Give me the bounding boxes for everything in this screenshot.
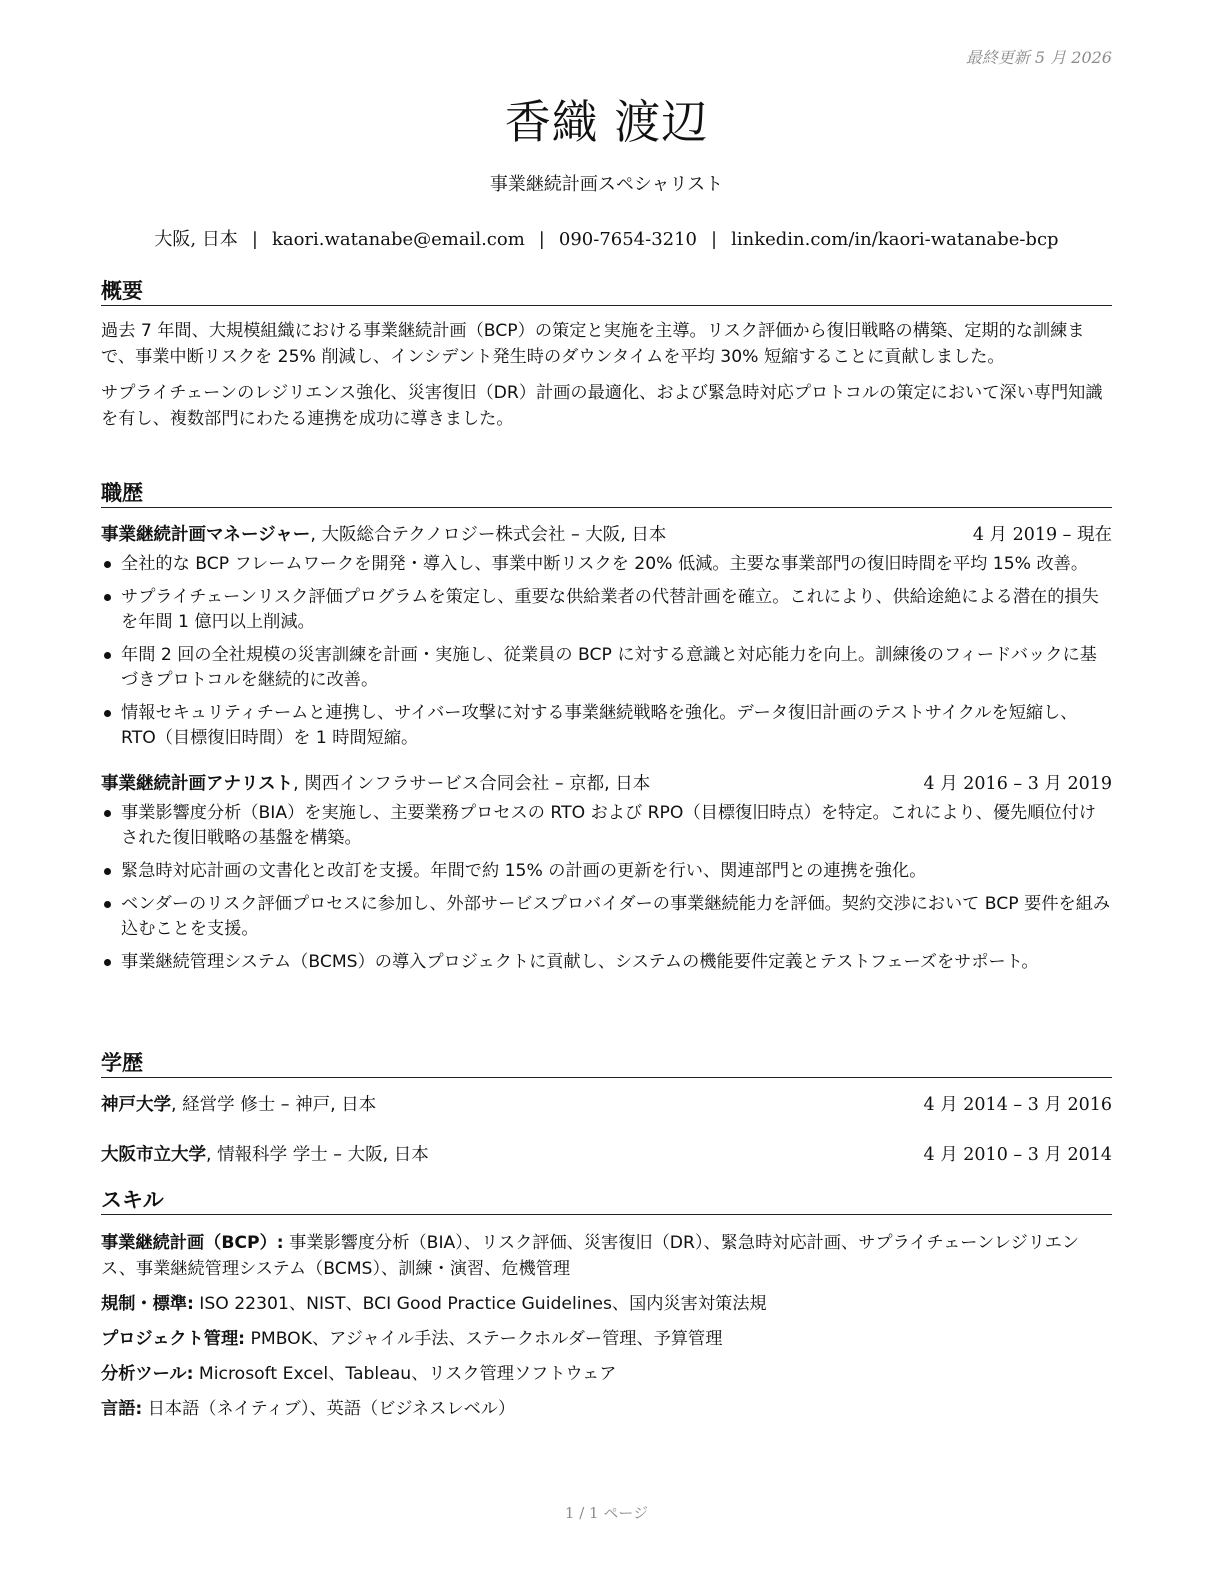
skill-value: PMBOK、アジャイル手法、ステークホルダー管理、予算管理 (245, 1329, 723, 1349)
education-detail: , 経営学 修士 – 神戸, 日本 (171, 1095, 377, 1115)
contact-linkedin[interactable]: linkedin.com/in/kaori-watanabe-bcp (731, 229, 1059, 250)
contact-line (101, 225, 1112, 251)
skill-label: 規制・標準: (101, 1294, 194, 1314)
job-bullets (101, 552, 1112, 751)
education-detail: , 情報科学 学士 – 大阪, 日本 (206, 1145, 429, 1165)
bullet-item: サプライチェーンリスク評価プログラムを策定し、重要な供給業者の代替計画を確立。これにより、供給途絶による潜在的損失を年間 1 億円以上削減。 (101, 585, 1112, 635)
resume-page (101, 0, 1112, 1584)
skills-section (101, 1187, 1112, 1422)
education-dates: 4 月 2014 – 3 月 2016 (923, 1095, 1112, 1115)
skill-row (101, 1396, 1112, 1422)
contact-separator: | (538, 229, 545, 250)
section-heading: スキル (101, 1187, 1112, 1215)
section-heading: 学歴 (101, 1050, 1112, 1078)
education-school-detail (101, 1092, 376, 1118)
job-org: , 大阪総合テクノロジー株式会社 – 大阪, 日本 (310, 525, 667, 545)
job-title: 事業継続計画スペシャリスト (489, 174, 724, 195)
skill-label: プロジェクト管理: (101, 1329, 246, 1349)
skill-label: 分析ツール: (101, 1364, 194, 1384)
bullet-item: 事業継続管理システム（BCMS）の導入プロジェクトに貢献し、システムの機能要件定義とテストフェーズをサポート。 (101, 950, 1112, 975)
job-header (101, 771, 1112, 797)
contact-separator: | (251, 229, 258, 250)
job-entry (101, 522, 1112, 751)
contact-location: 大阪, 日本 (154, 229, 238, 250)
education-entry (101, 1092, 1112, 1118)
job-title-org (101, 522, 666, 548)
skill-value: ISO 22301、NIST、BCI Good Practice Guidelines、国内災害対策法規 (193, 1294, 767, 1314)
education-school: 大阪市立大学 (101, 1145, 206, 1165)
bullet-item: 全社的な BCP フレームワークを開発・導入し、事業中断リスクを 20% 低減。主要な事業部門の復旧時間を平均 15% 改善。 (101, 552, 1112, 577)
candidate-name: 香織 渡辺 (504, 95, 709, 149)
bullet-item: 事業影響度分析（BIA）を実施し、主要業務プロセスの RTO および RPO（目標復旧時点）を特定。これにより、優先順位付けされた復旧戦略の基盤を構築。 (101, 801, 1112, 851)
bullet-item: 情報セキュリティチームと連携し、サイバー攻撃に対する事業継続戦略を強化。データ復旧計画のテストサイクルを短縮し、RTO（目標復旧時間）を 1 時間短縮。 (101, 701, 1112, 751)
job-role: 事業継続計画アナリスト (101, 774, 294, 794)
skill-label: 事業継続計画（BCP）: (101, 1233, 284, 1253)
bullet-item: ベンダーのリスク評価プロセスに参加し、外部サービスプロバイダーの事業継続能力を評価。契約交渉において BCP 要件を組み込むことを支援。 (101, 892, 1112, 942)
job-org: , 関西インフラサービス合同会社 – 京都, 日本 (293, 774, 651, 794)
bullet-item: 年間 2 回の全社規模の災害訓練を計画・実施し、従業員の BCP に対する意識と対応能力を向上。訓練後のフィードバックに基づきプロトコルを継続的に改善。 (101, 643, 1112, 693)
contact-email[interactable]: kaori.watanabe@email.com (271, 229, 525, 250)
skill-label: 言語: (101, 1399, 143, 1419)
job-entry (101, 771, 1112, 975)
skill-row (101, 1326, 1112, 1352)
contact-separator: | (711, 229, 718, 250)
education-section (101, 1050, 1112, 1168)
job-bullets (101, 801, 1112, 975)
skill-row (101, 1291, 1112, 1317)
summary-paragraph: サプライチェーンのレジリエンス強化、災害復旧（DR）計画の最適化、および緊急時対応プロトコルの策定において深い専門知識を有し、複数部門にわたる連携を成功に導きました。 (101, 383, 1103, 429)
summary-paragraph: 過去 7 年間、大規模組織における事業継続計画（BCP）の策定と実施を主導。リスク評価から復旧戦略の構築、定期的な訓練まで、事業中断リスクを 25% 削減し、インシデント発生時のダウンタイムを平均 30% 短縮することに貢献しました。 (101, 321, 1085, 367)
skill-value: Microsoft Excel、Tableau、リスク管理ソフトウェア (193, 1364, 617, 1384)
job-title-org (101, 771, 650, 797)
job-header (101, 522, 1112, 548)
skill-value: 日本語（ネイティブ）、英語（ビジネスレベル） (142, 1399, 516, 1419)
summary-section (101, 278, 1112, 432)
section-heading: 概要 (101, 278, 1112, 306)
job-role: 事業継続計画マネージャー (101, 525, 311, 545)
contact-phone: 090-7654-3210 (558, 229, 698, 250)
bullet-item: 緊急時対応計画の文書化と改訂を支援。年間で約 15% の計画の更新を行い、関連部門との連携を強化。 (101, 859, 1112, 884)
skill-row (101, 1230, 1112, 1282)
page-number: 1 / 1 ページ (564, 1504, 649, 1522)
education-school-detail (101, 1142, 429, 1168)
skill-value: 事業影響度分析（BIA）、リスク評価、災害復旧（DR）、緊急時対応計画、サプライチェーンレジリエンス、事業継続管理システム（BCMS）、訓練・演習、危機管理 (101, 1233, 1080, 1279)
education-entry (101, 1142, 1112, 1168)
section-heading: 職歴 (101, 480, 1112, 508)
skill-row (101, 1361, 1112, 1387)
job-dates: 4 月 2019 – 現在 (972, 525, 1112, 545)
last-updated: 最終更新 5 月 2026 (965, 48, 1112, 67)
education-school: 神戸大学 (101, 1095, 171, 1115)
experience-section (101, 480, 1112, 975)
education-dates: 4 月 2010 – 3 月 2014 (923, 1145, 1112, 1165)
job-dates: 4 月 2016 – 3 月 2019 (923, 774, 1112, 794)
